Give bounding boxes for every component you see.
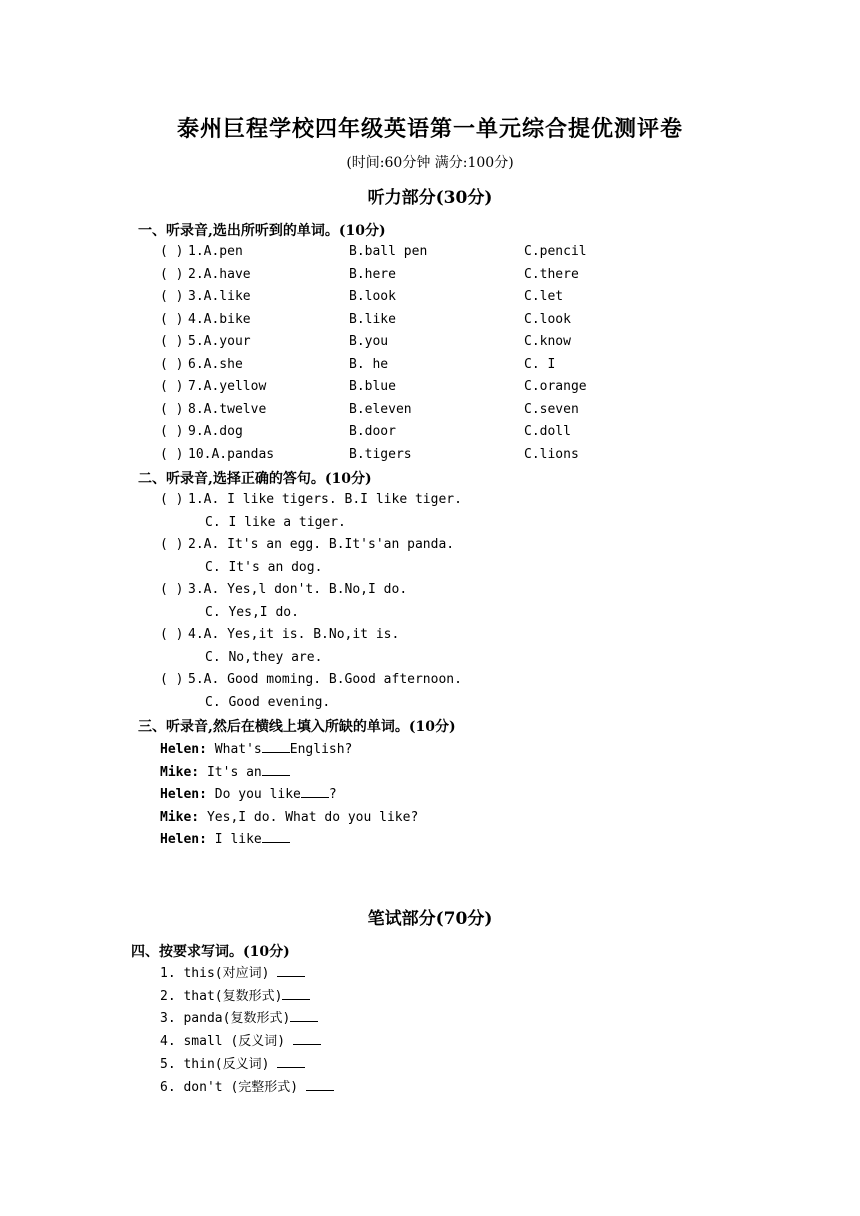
option-c: C.orange xyxy=(524,379,587,394)
answer-blank[interactable] xyxy=(262,828,290,843)
dialogue-text: It's an xyxy=(199,764,262,780)
options-a-b: 1.A. I like tigers. B.I like tiger. xyxy=(188,492,462,507)
write-item xyxy=(160,1030,321,1052)
question-row xyxy=(160,241,720,263)
option-a: 6.A.she xyxy=(188,356,243,372)
answer-blank[interactable] xyxy=(301,783,329,798)
speaker: Helen: xyxy=(160,787,207,802)
dialogue-line xyxy=(160,737,352,759)
answer-blank[interactable] xyxy=(290,1007,318,1022)
write-item-text: 4. small (反义词) xyxy=(160,1034,293,1050)
write-item xyxy=(160,962,305,984)
option-a: 4.A.bike xyxy=(188,311,251,327)
question-row xyxy=(160,331,720,353)
option-a: 9.A.dog xyxy=(188,424,243,439)
speaker: Mike: xyxy=(160,809,200,825)
option-c: C. Yes,I do. xyxy=(205,604,299,620)
option-b: B.door xyxy=(349,424,396,439)
answer-bracket[interactable]: ( ) xyxy=(160,356,184,372)
question-row xyxy=(160,444,720,466)
answer-bracket[interactable]: ( ) xyxy=(160,582,184,597)
listening-part-heading: 听力部分(30分) xyxy=(367,188,493,208)
option-b: B.like xyxy=(349,311,396,327)
option-c-row xyxy=(205,512,605,534)
answer-bracket[interactable]: ( ) xyxy=(160,446,184,462)
answer-blank[interactable] xyxy=(277,962,305,977)
answer-blank[interactable] xyxy=(282,985,310,1000)
option-b: B.ball pen xyxy=(349,244,428,259)
speaker: Helen: xyxy=(160,832,207,847)
answer-bracket[interactable]: ( ) xyxy=(160,289,184,304)
dialogue-line xyxy=(160,805,418,827)
option-c: C.know xyxy=(524,334,571,349)
answer-bracket[interactable]: ( ) xyxy=(160,334,184,349)
option-c: C. It's an dog. xyxy=(205,559,323,575)
options-a-b: 2.A. It's an egg. B.It's'an panda. xyxy=(188,537,455,552)
writing-part-heading: 笔试部分(70分) xyxy=(367,909,493,929)
write-item-text: 5. thin(反义词) xyxy=(160,1056,278,1072)
option-b: B.look xyxy=(349,289,396,304)
answer-bracket[interactable]: ( ) xyxy=(160,492,184,507)
option-c: C.pencil xyxy=(524,244,587,259)
dialogue-line xyxy=(160,827,290,849)
question-row xyxy=(160,421,720,443)
option-a: 10.A.pandas xyxy=(188,446,275,462)
dialogue-text: I like xyxy=(206,832,262,847)
answer-blank[interactable] xyxy=(306,1076,334,1091)
answer-bracket[interactable]: ( ) xyxy=(160,379,184,394)
option-b: B.blue xyxy=(349,379,396,394)
dialogue-line xyxy=(160,760,290,782)
answer-bracket[interactable]: ( ) xyxy=(160,537,184,552)
option-c-row xyxy=(205,557,605,579)
answer-blank[interactable] xyxy=(262,738,290,753)
question-row xyxy=(160,534,720,556)
option-b: B.here xyxy=(349,266,396,282)
option-b: B.tigers xyxy=(349,446,412,462)
answer-bracket[interactable]: ( ) xyxy=(160,672,184,687)
answer-bracket[interactable]: ( ) xyxy=(160,424,184,439)
dialogue-line xyxy=(160,782,337,804)
write-item xyxy=(160,1007,318,1029)
section-2-heading: 二、听录音,选择正确的答句。(10分) xyxy=(138,471,372,487)
question-row xyxy=(160,579,720,601)
option-c: C.there xyxy=(524,266,579,282)
answer-bracket[interactable]: ( ) xyxy=(160,627,184,642)
answer-blank[interactable] xyxy=(277,1053,305,1068)
exam-title: 泰州巨程学校四年级英语第一单元综合提优测评卷 xyxy=(176,116,683,142)
question-row xyxy=(160,376,720,398)
answer-blank[interactable] xyxy=(293,1030,321,1045)
answer-bracket[interactable]: ( ) xyxy=(160,311,184,327)
question-row xyxy=(160,624,720,646)
option-a: 1.A.pen xyxy=(188,244,243,259)
dialogue-text: Do you like xyxy=(206,787,301,802)
option-a: 5.A.your xyxy=(188,334,251,349)
dialogue-text-after: ? xyxy=(328,787,337,802)
section-4-heading: 四、按要求写词。(10分) xyxy=(131,944,290,960)
options-a-b: 3.A. Yes,l don't. B.No,I do. xyxy=(188,582,408,597)
option-b: B.eleven xyxy=(349,401,412,417)
option-c: C. I like a tiger. xyxy=(205,514,346,530)
section-1-heading: 一、听录音,选出所听到的单词。(10分) xyxy=(138,223,386,239)
option-c-row xyxy=(205,692,605,714)
question-row xyxy=(160,264,720,286)
answer-bracket[interactable]: ( ) xyxy=(160,266,184,282)
question-row xyxy=(160,309,720,331)
write-item-text: 2. that(复数形式) xyxy=(160,988,283,1004)
write-item-text: 3. panda(复数形式) xyxy=(160,1011,291,1027)
question-row xyxy=(160,399,720,421)
option-c: C. Good evening. xyxy=(205,694,331,710)
speaker: Helen: xyxy=(160,742,207,757)
exam-subtitle: (时间:60分钟 满分:100分) xyxy=(346,155,514,171)
question-row xyxy=(160,286,720,308)
answer-blank[interactable] xyxy=(262,761,290,776)
options-a-b: 4.A. Yes,it is. B.No,it is. xyxy=(188,627,400,642)
question-row xyxy=(160,669,720,691)
question-row xyxy=(160,354,720,376)
option-a: 8.A.twelve xyxy=(188,401,267,417)
section-3-heading: 三、听录音,然后在横线上填入所缺的单词。(10分) xyxy=(138,719,456,735)
option-c-row xyxy=(205,602,605,624)
write-item xyxy=(160,985,310,1007)
option-b: B.you xyxy=(349,334,389,349)
write-item xyxy=(160,1053,305,1075)
option-c: C.lions xyxy=(524,446,579,462)
answer-bracket[interactable]: ( ) xyxy=(160,244,184,259)
dialogue-text-after: English? xyxy=(289,742,353,757)
option-b: B. he xyxy=(349,356,389,372)
option-c: C.look xyxy=(524,311,571,327)
option-c: C.seven xyxy=(524,401,579,417)
option-c-row xyxy=(205,647,605,669)
dialogue-text: Yes,I do. What do you like? xyxy=(199,809,419,825)
option-c: C. I xyxy=(524,356,556,372)
write-item-text: 1. this(对应词) xyxy=(160,966,278,981)
question-row xyxy=(160,489,720,511)
write-item-text: 6. don't (完整形式) xyxy=(160,1079,306,1095)
option-c: C. No,they are. xyxy=(205,649,323,665)
answer-bracket[interactable]: ( ) xyxy=(160,401,184,417)
dialogue-text: What's xyxy=(206,742,262,757)
write-item xyxy=(160,1076,334,1098)
option-c: C.doll xyxy=(524,424,571,439)
speaker: Mike: xyxy=(160,764,200,780)
options-a-b: 5.A. Good moming. B.Good afternoon. xyxy=(188,672,462,687)
option-a: 7.A.yellow xyxy=(188,379,267,394)
option-a: 3.A.like xyxy=(188,289,251,304)
option-a: 2.A.have xyxy=(188,266,251,282)
option-c: C.let xyxy=(524,289,564,304)
